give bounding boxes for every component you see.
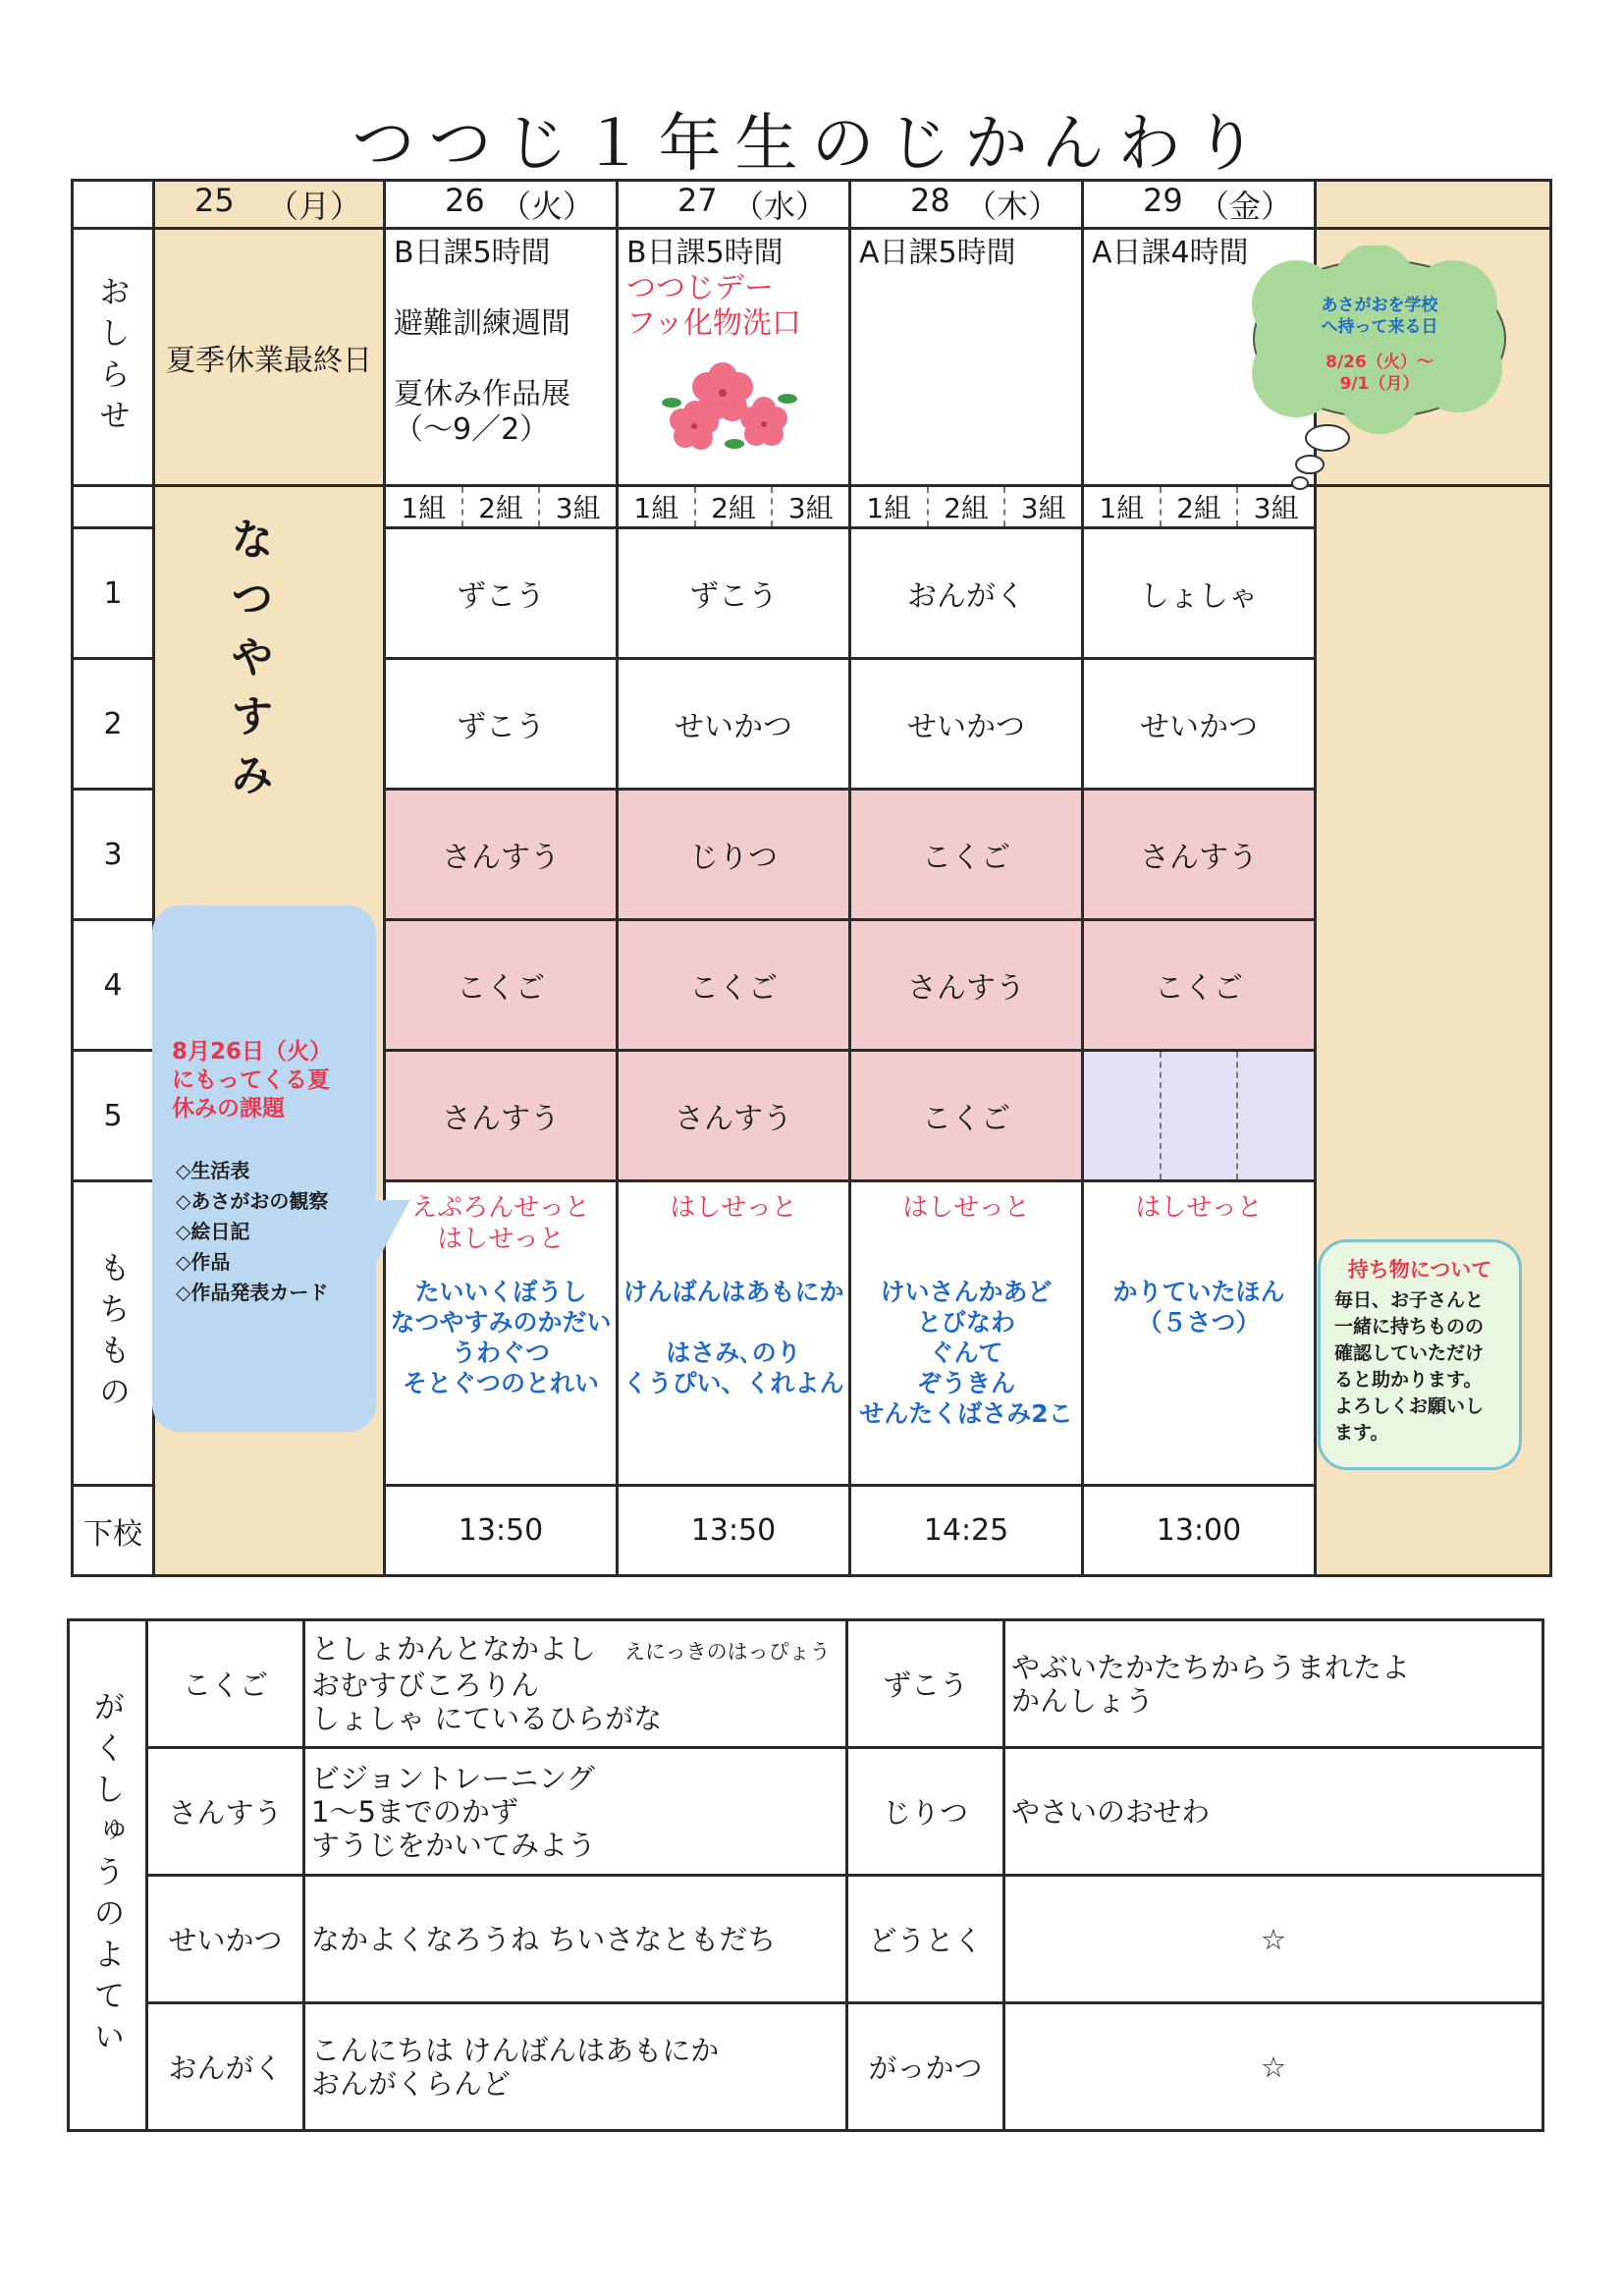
bring-fri: はしせっと かりていたほん （５さつ） — [1083, 1181, 1316, 1486]
notice-tue: B日課5時間 避難訓練週間 夏休み作品展 （～9／2） — [385, 229, 618, 486]
dismissal-time: 13:50 — [385, 1486, 618, 1576]
azalea-flower-icon — [662, 348, 799, 456]
learning-row-3 — [69, 1876, 1543, 2003]
subject-name: じりつ — [847, 1748, 1004, 1876]
subject-name: がっかつ — [847, 2003, 1004, 2131]
bring-wed: はしせっと けんばんはあもにか はさみ､のり くうぴい、くれよん — [618, 1181, 850, 1486]
day-header-fri: 29 （金） — [1083, 181, 1316, 229]
bring-items-note: 持ち物について 毎日、お子さんと 一緒に持ちものの 確認していただけ ると助かります。 よろしくお願いし ます。 — [1318, 1239, 1522, 1470]
class-cell: こくご — [385, 920, 618, 1051]
homework-callout: 8月26日（火） にもってくる夏 休みの課題 ◇生活表 ◇あさがおの観察 ◇絵日記 ◇作品 ◇作品発表カード — [152, 905, 376, 1432]
day-header-mon: 25 （月） — [154, 181, 385, 229]
class-cell: さんすう — [618, 1051, 850, 1181]
class-cell: さんすう — [385, 790, 618, 920]
period-number: 4 — [73, 920, 154, 1051]
subject-name: どうとく — [847, 1876, 1004, 2003]
day-header-wed: 27 （水） — [618, 181, 850, 229]
bring-thu: はしせっと けいさんかあど とびなわ ぐんて ぞうきん せんたくばさみ2こ — [850, 1181, 1083, 1486]
group-header-row — [73, 486, 1551, 528]
subject-content: ビジョントレーニング 1～5までのかず すうじをかいてみよう — [304, 1748, 847, 1876]
class-cell: おんがく — [850, 528, 1083, 659]
bring-tue: えぷろんせっと はしせっと たいいくぼうし なつやすみのかだい うわぐつ そとぐつのとれい — [385, 1181, 618, 1486]
groups-fri: 1組 2組 3組 — [1083, 486, 1316, 528]
subject-name: せいかつ — [147, 1876, 304, 2003]
class-cell: しょしゃ — [1083, 528, 1316, 659]
notice-thu: A日課5時間 — [850, 229, 1083, 486]
class-cell: せいかつ — [850, 659, 1083, 790]
summer-vacation-label: なつやすみ — [223, 517, 273, 811]
learning-plan-table — [67, 1618, 1544, 2132]
subject-content: こんにちは けんばんはあもにか おんがくらんど — [304, 2003, 847, 2131]
star-icon: ☆ — [1004, 1876, 1543, 2003]
day-header-tue: 26 （火） — [385, 181, 618, 229]
class-cell: さんすう — [385, 1051, 618, 1181]
learning-row-2 — [69, 1748, 1543, 1876]
class-cell: こくご — [618, 920, 850, 1051]
subject-content: やぶいたかたちからうまれたよ かんしょう — [1004, 1620, 1543, 1748]
class-cell: ずこう — [618, 528, 850, 659]
notices-label: おしらせ — [73, 229, 154, 486]
notice-mon: 夏季休業最終日 — [154, 229, 385, 486]
groups-thu: 1組 2組 3組 — [850, 486, 1083, 528]
subject-name: こくご — [147, 1620, 304, 1748]
period-number: 5 — [73, 1051, 154, 1181]
subject-content: としょかんとなかよし えにっきのはっぴょう おむすびころりん しょしゃ にているひらがな — [304, 1620, 847, 1748]
subject-name: おんがく — [147, 2003, 304, 2131]
callout-tail-icon — [373, 1200, 412, 1279]
day-header-thu: 28 （木） — [850, 181, 1083, 229]
notice-fri: A日課4時間 — [1083, 229, 1316, 486]
subject-name: ずこう — [847, 1620, 1004, 1748]
corner-cell — [73, 181, 154, 229]
cloud-callout: あさがおを学校 へ持って来る日 8/26（火）～ 9/1（月） — [1237, 246, 1522, 491]
subject-content: やさいのおせわ — [1004, 1748, 1543, 1876]
class-cell: ずこう — [385, 528, 618, 659]
star-icon: ☆ — [1004, 2003, 1543, 2131]
class-cell: せいかつ — [1083, 659, 1316, 790]
page-title: つつじ１年生のじかんわり — [352, 108, 1271, 181]
dismissal-time: 14:25 — [850, 1486, 1083, 1576]
learning-row-1 — [69, 1620, 1543, 1748]
class-cell: せいかつ — [618, 659, 850, 790]
period-number: 3 — [73, 790, 154, 920]
class-cell: さんすう — [850, 920, 1083, 1051]
learning-row-4 — [69, 2003, 1543, 2131]
learning-label: がくしゅうのよてい — [69, 1620, 147, 2131]
period-number: 1 — [73, 528, 154, 659]
side-column — [1316, 181, 1551, 229]
period-number: 2 — [73, 659, 154, 790]
bring-label: もちもの — [73, 1181, 154, 1486]
day-header-row — [73, 181, 1551, 229]
class-cell-empty — [1083, 1051, 1316, 1181]
dismissal-time: 13:00 — [1083, 1486, 1316, 1576]
subject-content: なかよくなろうね ちいさなともだち — [304, 1876, 847, 2003]
class-cell: さんすう — [1083, 790, 1316, 920]
notice-wed: B日課5時間 つつじデー フッ化物洗口 — [618, 229, 850, 486]
class-cell: こくご — [850, 1051, 1083, 1181]
groups-wed: 1組 2組 3組 — [618, 486, 850, 528]
class-cell: こくご — [1083, 920, 1316, 1051]
subject-name: さんすう — [147, 1748, 304, 1876]
class-cell: じりつ — [618, 790, 850, 920]
dismissal-label: 下校 — [73, 1486, 154, 1576]
groups-tue: 1組 2組 3組 — [385, 486, 618, 528]
dismissal-time: 13:50 — [618, 1486, 850, 1576]
class-cell: ずこう — [385, 659, 618, 790]
group-corner — [73, 486, 154, 528]
class-cell: こくご — [850, 790, 1083, 920]
